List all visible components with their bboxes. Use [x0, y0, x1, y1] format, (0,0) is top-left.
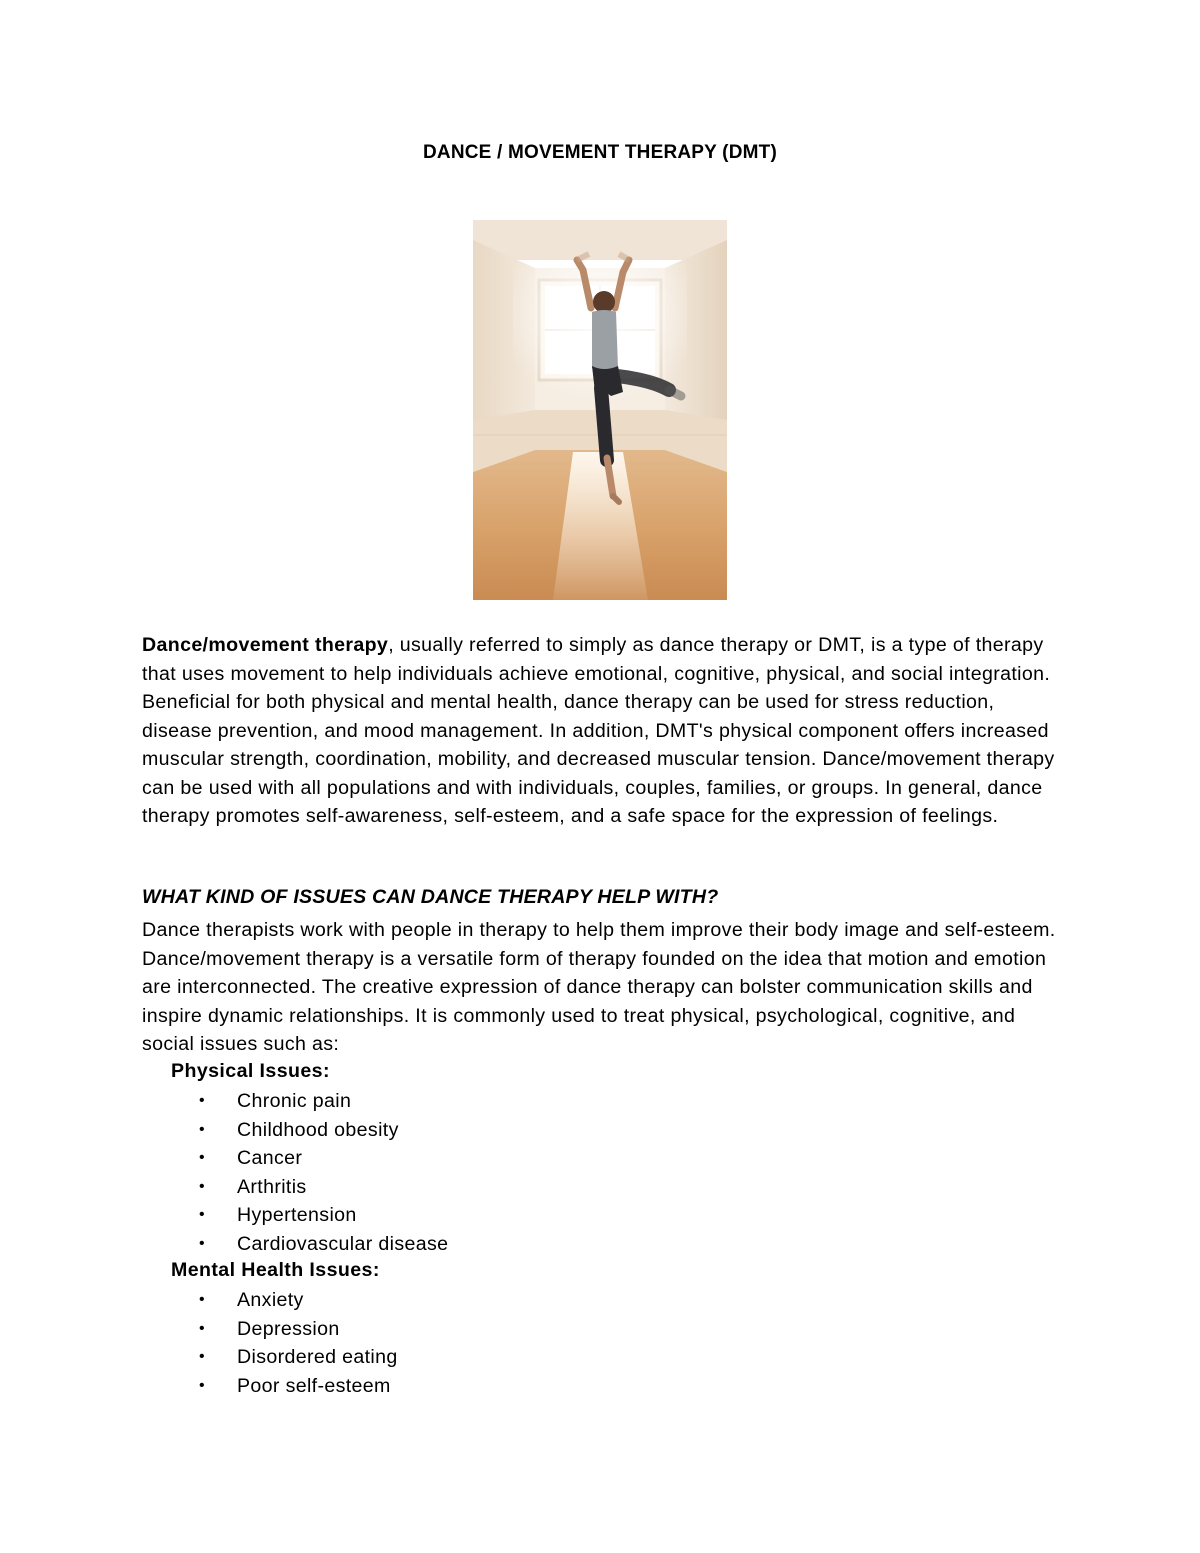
issues-paragraph: Dance therapists work with people in therapy to help them improve their body image and self-esteem. Dance/movement therapy is a versatile form of therapy founded on the idea that motion and emotion are interconnected. The creative expression of dance therapy can bolster communication skills and inspire dynamic relationships. It is commonly used to treat physical, psychological, cognitive, and social issues such as: [142, 919, 1056, 1055]
mental-issues-list [199, 1286, 398, 1400]
intro-lead: Dance/movement therapy [142, 634, 389, 656]
bullet-icon: • [199, 1348, 205, 1366]
list-item: • Cancer [199, 1144, 448, 1173]
bullet-icon: • [199, 1319, 205, 1337]
bullet-icon: • [199, 1206, 205, 1224]
list-item: • Anxiety [199, 1286, 398, 1315]
list-item: • Poor self-esteem [199, 1372, 398, 1401]
intro-text: , usually referred to simply as dance therapy or DMT, is a type of therapy that uses movement to help individuals achieve emotional, cognitive, physical, and social integration. Beneficial for both physical and mental health, dance therapy can be used for stress reduction, disease prevention, and mood management. In addition, DMT's physical component offers increased muscular strength, coordination, mobility, and decreased muscular tension. Dance/movement therapy can be used with all populations and with individuals, couples, families, or groups. In general, dance therapy promotes self-awareness, self-esteem, and a safe space for the expression of feelings. [142, 634, 1055, 827]
physical-issues-list [199, 1087, 448, 1259]
bullet-icon: • [199, 1291, 205, 1308]
intro-paragraph [142, 631, 1062, 831]
bullet-icon: • [199, 1120, 205, 1138]
list-item: • Disordered eating [199, 1343, 398, 1372]
list-item: • Depression [199, 1315, 398, 1344]
list-item: • Childhood obesity [199, 1116, 448, 1145]
page-title: DANCE / MOVEMENT THERAPY (DMT) [423, 142, 777, 163]
bullet-icon: • [199, 1234, 205, 1252]
bullet-icon: • [199, 1376, 205, 1394]
bullet-icon: • [199, 1177, 205, 1195]
mental-issues-label: Mental Health Issues: [171, 1259, 380, 1281]
bullet-icon: • [199, 1149, 205, 1167]
list-item: • Arthritis [199, 1173, 448, 1202]
list-item: • Cardiovascular disease [199, 1230, 448, 1259]
list-item: • Hypertension [199, 1201, 448, 1230]
list-item: • Chronic pain [199, 1087, 448, 1116]
physical-issues-label: Physical Issues: [171, 1060, 330, 1082]
issues-heading: WHAT KIND OF ISSUES CAN DANCE THERAPY HELP WITH? [142, 886, 719, 908]
dancer-photo-icon [473, 220, 727, 600]
bullet-icon: • [199, 1092, 205, 1109]
